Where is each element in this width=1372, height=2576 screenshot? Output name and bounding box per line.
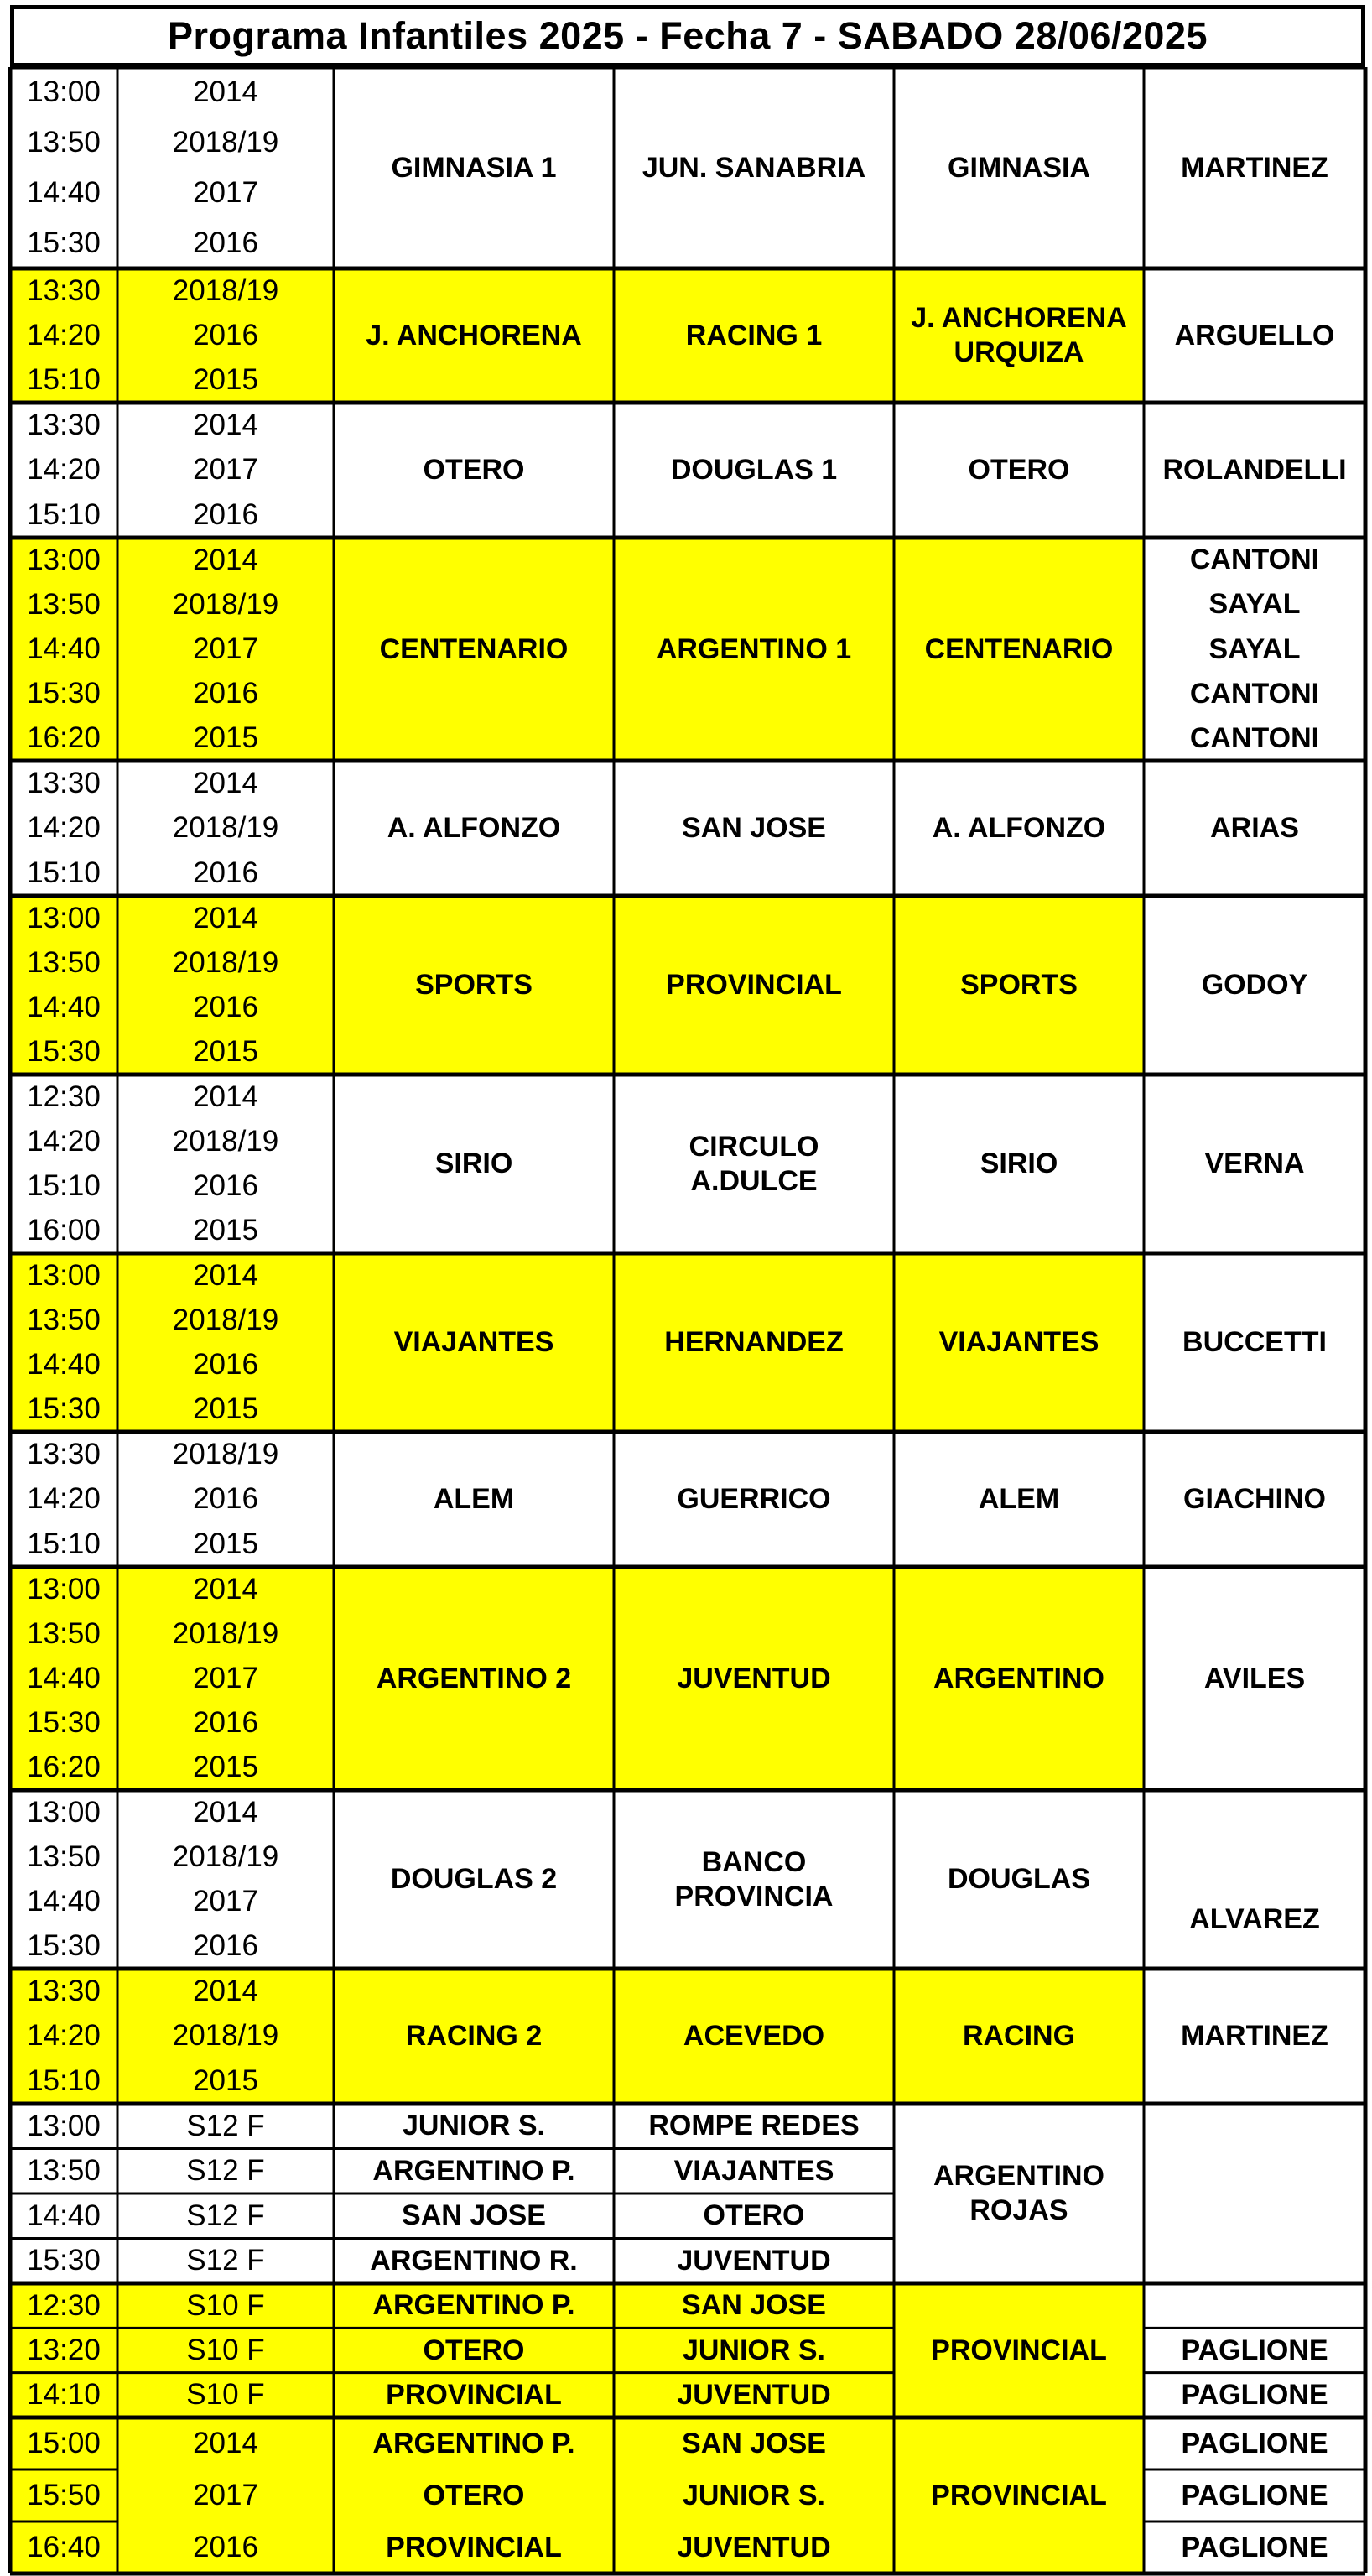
home-team-cell-text: CENTENARIO xyxy=(379,632,569,665)
times-cell-text: 14:40 xyxy=(27,632,101,665)
times-cell-text: 16:00 xyxy=(27,1214,101,1247)
venue-cell-text: DOUGLAS xyxy=(948,1863,1090,1896)
times-cell-text: 15:10 xyxy=(27,2064,101,2098)
away-team-cell-text: SAN JOSE xyxy=(682,2427,826,2459)
venue-cell-text: OTERO xyxy=(968,454,1070,487)
schedule-sheet xyxy=(3,5,1367,2563)
times-cell-text: 14:40 xyxy=(27,1661,101,1694)
referee-cell-text: MARTINEZ xyxy=(1181,2020,1328,2053)
times-cell-text: 15:30 xyxy=(27,226,101,259)
away-team-cell-text: JUVENTUD xyxy=(677,2244,831,2277)
times-cell-text: 13:50 xyxy=(27,945,101,979)
home-team-cell-text: ARGENTINO P. xyxy=(372,2289,575,2322)
times-cell-text: 14:20 xyxy=(27,1482,101,1516)
table-grid-lines xyxy=(10,67,1365,2576)
categories-cell-text: 2015 xyxy=(193,1392,258,1426)
times-cell-text: 14:20 xyxy=(27,1124,101,1158)
times-cell-text: 15:10 xyxy=(27,1527,101,1561)
referee-cell-text: MARTINEZ xyxy=(1181,151,1328,184)
categories-cell-text: 2016 xyxy=(193,1169,258,1203)
times-cell-text: 13:50 xyxy=(27,1840,101,1873)
categories-cell-text: 2015 xyxy=(193,1214,258,1247)
times-cell-text: 15:30 xyxy=(27,1392,101,1426)
venue-cell-text: VIAJANTES xyxy=(938,1326,1099,1359)
times-cell-text: 13:00 xyxy=(27,75,101,108)
times-cell-text: 13:00 xyxy=(27,1572,101,1605)
category-cell-text: S12 F xyxy=(186,2154,265,2188)
categories-cell-text: 2017 xyxy=(193,1885,258,1918)
times-cell-text: 15:30 xyxy=(27,677,101,710)
venue-cell-text: ARGENTINO xyxy=(933,1662,1104,1694)
referee-cell-text: ALVAREZ xyxy=(1189,1903,1320,1936)
times-cell-text: 13:30 xyxy=(27,273,101,307)
time-cell-text: 15:50 xyxy=(27,2479,101,2511)
categories-cell-text: 2018/19 xyxy=(172,1437,279,1470)
home-team-cell-text: PROVINCIAL xyxy=(386,2531,562,2563)
referee-cell-text: AVILES xyxy=(1203,1662,1306,1694)
times-cell-text: 14:20 xyxy=(27,453,101,487)
categories-cell-text: 2018/19 xyxy=(172,273,279,307)
home-team-cell-text: A. ALFONZO xyxy=(387,812,561,845)
away-team-cell-text: CIRCULO xyxy=(689,1130,819,1163)
away-team-cell-text: HERNANDEZ xyxy=(664,1326,844,1359)
time-cell-text: 13:00 xyxy=(27,2109,101,2142)
away-team-cell-text: JUNIOR S. xyxy=(682,2479,826,2511)
times-cell-text: 14:20 xyxy=(27,318,101,351)
categories-cell-text: 2017 xyxy=(193,176,258,209)
categories-cell-text: 2014 xyxy=(193,75,258,108)
categories-cell-text: 2018/19 xyxy=(172,587,279,621)
venue-cell-text: A. ALFONZO xyxy=(932,812,1106,845)
home-team-cell-text: ARGENTINO 2 xyxy=(376,1662,572,1694)
referee-cell-text: CANTONI xyxy=(1189,721,1320,754)
time-cell-text: 15:00 xyxy=(27,2427,101,2459)
times-cell-text: 13:30 xyxy=(27,1974,101,2007)
categories-cell-text: 2016 xyxy=(193,856,258,890)
time-cell-text: 15:30 xyxy=(27,2244,101,2277)
times-cell-text: 13:00 xyxy=(27,543,101,576)
home-team-cell-text: OTERO xyxy=(423,454,525,487)
referee-cell-text: PAGLIONE xyxy=(1181,2479,1328,2511)
away-team-cell-text: GUERRICO xyxy=(677,1483,831,1516)
time-cell-text: 12:30 xyxy=(27,2288,101,2322)
times-cell-text: 16:20 xyxy=(27,1751,101,1784)
home-team-cell-text: ARGENTINO P. xyxy=(372,2427,575,2459)
venue-cell-text: SPORTS xyxy=(960,969,1078,1002)
home-team-cell-text: JUNIOR S. xyxy=(402,2110,546,2142)
home-team-cell-text: RACING 2 xyxy=(405,2020,543,2053)
referee-cell-text: ROLANDELLI xyxy=(1162,454,1347,487)
times-cell-text: 15:10 xyxy=(27,498,101,532)
category-cell-text: 2016 xyxy=(193,2531,258,2563)
away-team-cell-text: ARGENTINO 1 xyxy=(656,632,852,665)
times-cell-text: 13:50 xyxy=(27,1616,101,1650)
home-team-cell-text: J. ANCHORENA xyxy=(366,319,582,351)
referee-cell-text: PAGLIONE xyxy=(1181,2334,1328,2366)
categories-cell-text: 2014 xyxy=(193,1974,258,2007)
venue-cell-text: GIMNASIA xyxy=(948,151,1090,184)
times-cell-text: 14:40 xyxy=(27,1885,101,1918)
category-cell-text: 2014 xyxy=(193,2427,258,2459)
away-team-cell-text: ACEVEDO xyxy=(683,2020,825,2053)
referee-cell-text: CANTONI xyxy=(1189,544,1320,576)
venue-cell-text: ARGENTINO xyxy=(933,2160,1104,2193)
time-cell-text: 13:20 xyxy=(27,2333,101,2366)
home-team-cell-text: VIAJANTES xyxy=(393,1326,554,1359)
categories-cell-text: 2015 xyxy=(193,2064,258,2098)
categories-cell-text: 2018/19 xyxy=(172,1616,279,1650)
away-team-cell-text: JUNIOR S. xyxy=(682,2334,826,2366)
venue-cell-text: ALEM xyxy=(978,1483,1060,1516)
referee-cell-text: PAGLIONE xyxy=(1181,2427,1328,2459)
away-team-cell-text: SAN JOSE xyxy=(682,2289,826,2322)
times-cell-text: 13:00 xyxy=(27,901,101,934)
venue-cell-text: J. ANCHORENA xyxy=(911,302,1127,335)
category-cell-text: S10 F xyxy=(186,2333,265,2366)
categories-cell-text: 2016 xyxy=(193,677,258,710)
categories-cell-text: 2015 xyxy=(193,721,258,755)
categories-cell-text: 2015 xyxy=(193,1751,258,1784)
categories-cell-text: 2015 xyxy=(193,1035,258,1069)
home-team-cell-text: ALEM xyxy=(433,1483,515,1516)
away-team-cell-text: PROVINCIAL xyxy=(666,969,842,1002)
home-team-cell-text: SAN JOSE xyxy=(402,2199,546,2232)
categories-cell-text: 2018/19 xyxy=(172,811,279,845)
away-team-cell-text: SAN JOSE xyxy=(682,812,826,845)
categories-cell-text: 2014 xyxy=(193,1080,258,1113)
away-team-cell-text: PROVINCIA xyxy=(674,1880,834,1912)
referee-cell-text: PAGLIONE xyxy=(1181,2378,1328,2411)
away-team-cell-text: JUVENTUD xyxy=(677,2378,831,2411)
referee-cell-text: ARGUELLO xyxy=(1174,319,1335,351)
times-cell-text: 15:10 xyxy=(27,856,101,890)
categories-cell-text: 2014 xyxy=(193,1795,258,1829)
categories-cell-text: 2018/19 xyxy=(172,126,279,159)
home-team-cell-text: GIMNASIA 1 xyxy=(391,151,557,184)
home-team-cell-text: SIRIO xyxy=(434,1147,513,1180)
away-team-cell-text: VIAJANTES xyxy=(673,2154,834,2187)
categories-cell-text: 2018/19 xyxy=(172,2019,279,2053)
categories-cell-text: 2015 xyxy=(193,1527,258,1561)
referee-cell-text: SAYAL xyxy=(1208,588,1301,621)
home-team-cell-text: OTERO xyxy=(423,2479,525,2511)
away-team-cell-text: A.DULCE xyxy=(690,1164,818,1197)
home-team-cell-text: DOUGLAS 2 xyxy=(390,1863,558,1896)
home-team-cell-text: SPORTS xyxy=(415,969,533,1002)
categories-cell-text: 2016 xyxy=(193,1929,258,1963)
venue-cell-text: URQUIZA xyxy=(954,336,1084,368)
categories-cell-text: 2016 xyxy=(193,1482,258,1516)
venue-cell-text: PROVINCIAL xyxy=(931,2479,1107,2511)
referee-cell-text: GODOY xyxy=(1201,969,1308,1002)
time-cell-text: 16:40 xyxy=(27,2531,101,2563)
category-cell-text: S12 F xyxy=(186,2199,265,2232)
categories-cell-text: 2018/19 xyxy=(172,1124,279,1158)
page-title: Programa Infantiles 2025 - Fecha 7 - SABADO 28/06/2025 xyxy=(10,5,1365,67)
categories-cell-text: 2018/19 xyxy=(172,945,279,979)
times-cell-text: 16:20 xyxy=(27,721,101,755)
times-cell-text: 13:00 xyxy=(27,1258,101,1292)
category-cell-text: S12 F xyxy=(186,2109,265,2142)
categories-cell-text: 2014 xyxy=(193,543,258,576)
home-team-cell-text: ARGENTINO R. xyxy=(370,2244,578,2277)
times-cell-text: 13:50 xyxy=(27,126,101,159)
referee-cell-text: VERNA xyxy=(1204,1147,1305,1180)
times-cell-text: 13:30 xyxy=(27,408,101,441)
time-cell-text: 14:40 xyxy=(27,2199,101,2232)
categories-cell-text: 2017 xyxy=(193,632,258,665)
category-cell-text: S10 F xyxy=(186,2378,265,2412)
away-team-cell-text: JUN. SANABRIA xyxy=(642,151,866,184)
times-cell-text: 13:30 xyxy=(27,1437,101,1470)
referee-cell-text: CANTONI xyxy=(1189,677,1320,710)
away-team-cell-text: ROMPE REDES xyxy=(648,2110,860,2142)
time-cell-text: 14:10 xyxy=(27,2378,101,2412)
categories-cell-text: 2014 xyxy=(193,1258,258,1292)
referee-cell-text: ARIAS xyxy=(1210,812,1299,845)
categories-cell-text: 2014 xyxy=(193,1572,258,1605)
category-cell-text: S12 F xyxy=(186,2244,265,2277)
categories-cell-text: 2016 xyxy=(193,318,258,351)
times-cell-text: 15:10 xyxy=(27,363,101,397)
categories-cell-text: 2014 xyxy=(193,766,258,799)
times-cell-text: 12:30 xyxy=(27,1080,101,1113)
referee-cell-text: SAYAL xyxy=(1208,632,1301,665)
venue-cell-text: CENTENARIO xyxy=(924,632,1114,665)
home-team-cell-text: ARGENTINO P. xyxy=(372,2154,575,2187)
categories-cell-text: 2014 xyxy=(193,408,258,441)
times-cell-text: 13:30 xyxy=(27,766,101,799)
time-cell-text: 13:50 xyxy=(27,2154,101,2188)
times-cell-text: 13:00 xyxy=(27,1795,101,1829)
categories-cell-text: 2018/19 xyxy=(172,1840,279,1873)
categories-cell-text: 2016 xyxy=(193,1706,258,1740)
away-team-cell-text: JUVENTUD xyxy=(677,2531,831,2563)
categories-cell-text: 2016 xyxy=(193,1348,258,1382)
categories-cell-text: 2016 xyxy=(193,498,258,532)
categories-cell-text: 2014 xyxy=(193,901,258,934)
times-cell-text: 15:30 xyxy=(27,1035,101,1069)
venue-cell-text: SIRIO xyxy=(980,1147,1058,1180)
times-cell-text: 14:40 xyxy=(27,176,101,209)
away-team-cell-text: BANCO xyxy=(701,1845,807,1878)
venue-cell-text: ROJAS xyxy=(969,2194,1068,2226)
times-cell-text: 13:50 xyxy=(27,587,101,621)
categories-cell-text: 2016 xyxy=(193,226,258,259)
times-cell-text: 15:30 xyxy=(27,1929,101,1963)
categories-cell-text: 2017 xyxy=(193,1661,258,1694)
venue-cell-text: RACING xyxy=(962,2020,1076,2053)
home-team-cell-text: OTERO xyxy=(423,2334,525,2366)
times-cell-text: 15:30 xyxy=(27,1706,101,1740)
times-cell-text: 14:40 xyxy=(27,991,101,1024)
away-team-cell-text: OTERO xyxy=(703,2199,805,2232)
category-cell-text: S10 F xyxy=(186,2288,265,2322)
categories-cell-text: 2015 xyxy=(193,363,258,397)
venue-cell-text: PROVINCIAL xyxy=(931,2334,1107,2366)
times-cell-text: 13:50 xyxy=(27,1303,101,1336)
away-team-cell-text: JUVENTUD xyxy=(677,1662,831,1694)
category-cell-text: 2017 xyxy=(193,2479,258,2511)
home-team-cell-text: PROVINCIAL xyxy=(386,2378,562,2411)
times-cell-text: 14:20 xyxy=(27,811,101,845)
referee-cell-text: GIACHINO xyxy=(1183,1483,1326,1516)
times-cell-text: 14:40 xyxy=(27,1348,101,1382)
categories-cell-text: 2017 xyxy=(193,453,258,487)
times-cell-text: 15:10 xyxy=(27,1169,101,1203)
away-team-cell-text: RACING 1 xyxy=(685,319,823,351)
referee-cell-text: PAGLIONE xyxy=(1181,2531,1328,2563)
away-team-cell-text: DOUGLAS 1 xyxy=(670,454,838,487)
categories-cell-text: 2018/19 xyxy=(172,1303,279,1336)
referee-cell-text: BUCCETTI xyxy=(1182,1326,1327,1359)
times-cell-text: 14:20 xyxy=(27,2019,101,2053)
categories-cell-text: 2016 xyxy=(193,991,258,1024)
